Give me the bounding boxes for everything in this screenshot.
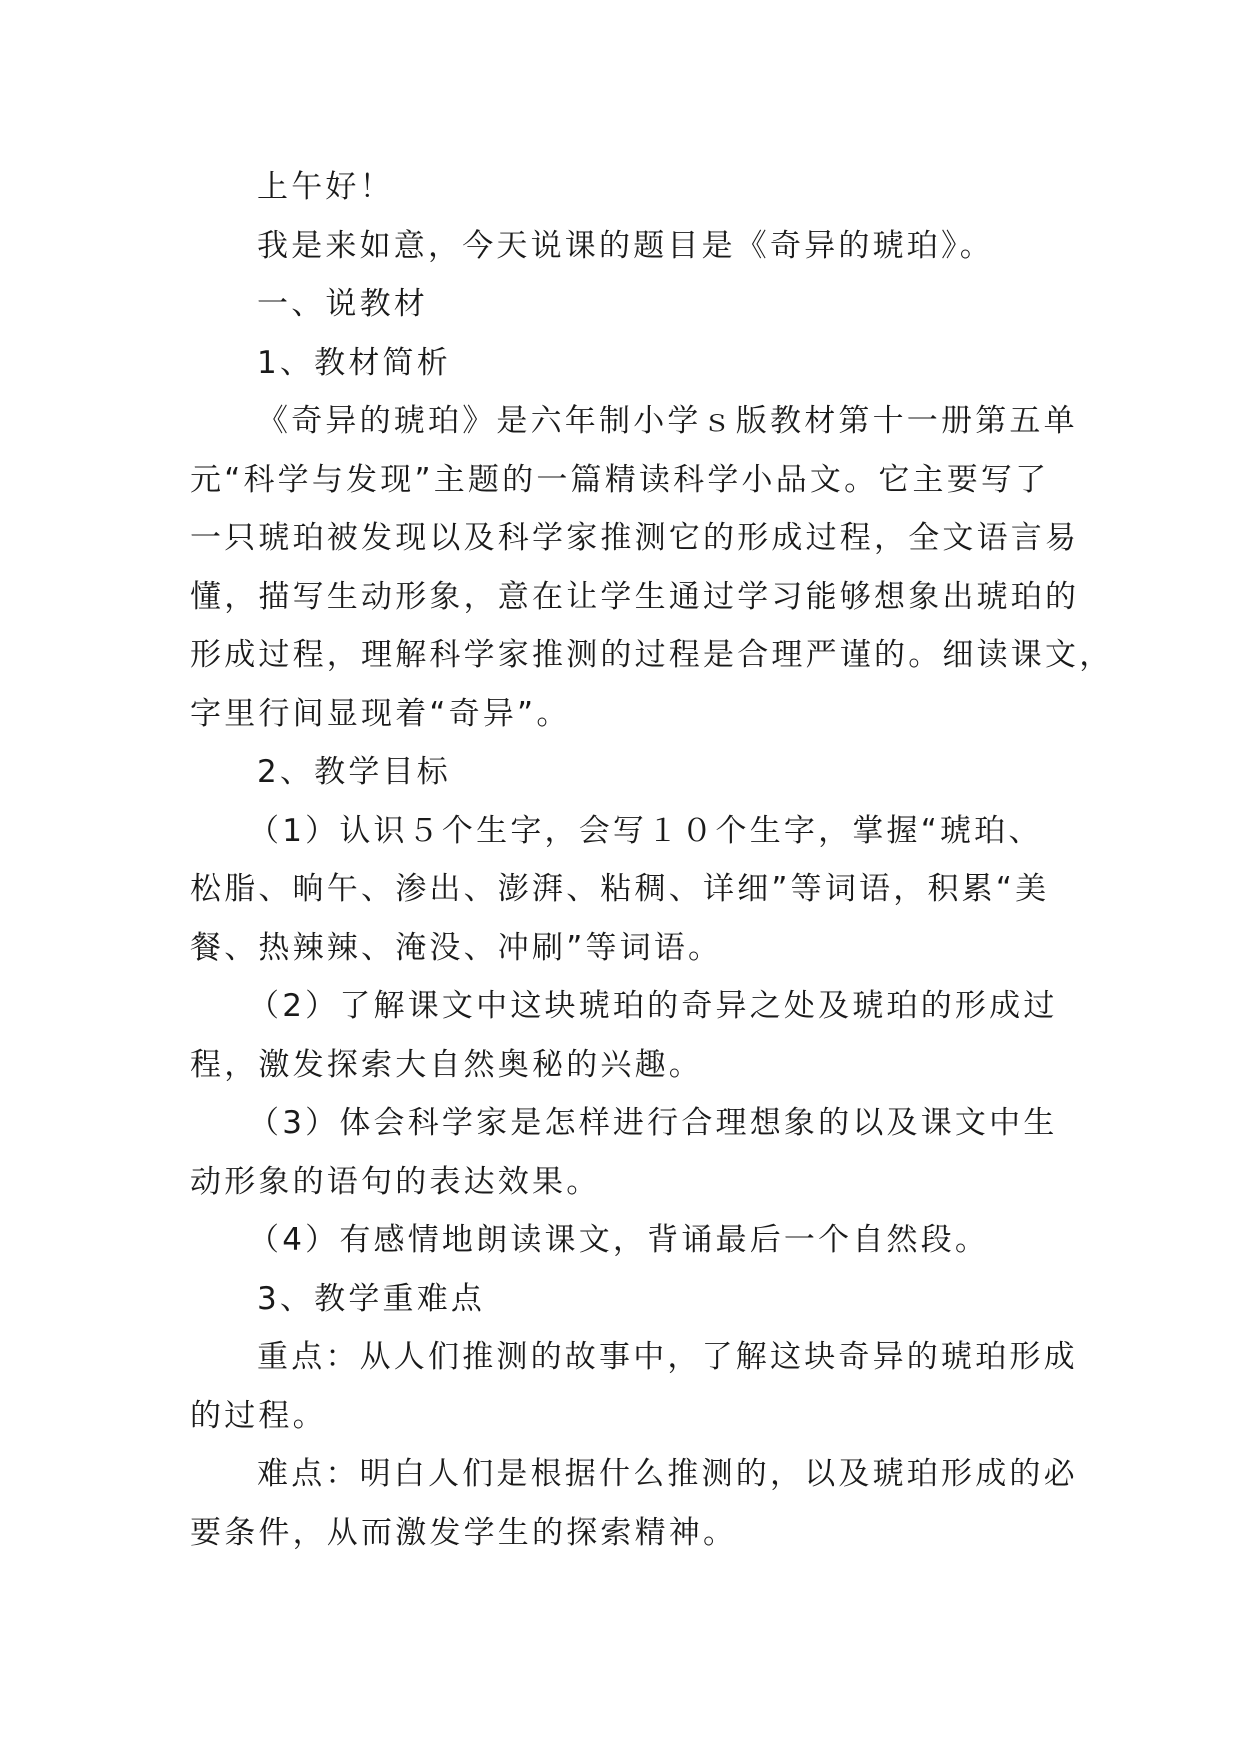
goal-line: （2）了解课文中这块琥珀的奇异之处及琥珀的形成过 bbox=[248, 988, 1058, 1024]
section-heading-text: 一、说教材 bbox=[257, 286, 428, 322]
goal-line: （3）体会科学家是怎样进行合理想象的以及课文中生 bbox=[248, 1105, 1058, 1141]
analysis-line: 一只琥珀被发现以及科学家推测它的形成过程，全文语言易 bbox=[190, 520, 1080, 556]
goal-line: 餐、热辣辣、淹没、冲刷”等词语。 bbox=[190, 929, 723, 966]
goal-2-paragraph bbox=[190, 977, 1058, 1094]
greeting-text: 上午好！ bbox=[257, 169, 394, 205]
goal-3-paragraph bbox=[190, 1094, 1058, 1211]
key-point-paragraph bbox=[190, 1328, 1078, 1445]
document-body bbox=[190, 158, 1114, 1562]
analysis-line: 懂，描写生动形象，意在让学生通过学习能够想象出琥珀的 bbox=[190, 578, 1080, 615]
difficulty-line: 难点：明白人们是根据什么推测的，以及琥珀形成的必 bbox=[257, 1456, 1078, 1492]
goal-4-paragraph bbox=[190, 1211, 1050, 1270]
analysis-line: 形成过程，理解科学家推测的过程是合理严谨的。细读课文， bbox=[190, 637, 1114, 673]
goal-1-paragraph bbox=[190, 802, 1050, 978]
subheading-key-points bbox=[190, 1270, 1050, 1329]
intro-paragraph bbox=[190, 217, 1050, 276]
analysis-line: 字里行间显现着“奇异”。 bbox=[190, 695, 571, 732]
goal-line: （1）认识５个生字，会写１０个生字，掌握“琥珀、 bbox=[248, 812, 1043, 849]
analysis-line: 《奇异的琥珀》是六年制小学ｓ版教材第十一册第五单 bbox=[257, 403, 1078, 439]
difficulty-line: 要条件，从而激发学生的探索精神。 bbox=[190, 1514, 738, 1551]
subheading-text: 2、教学目标 bbox=[257, 754, 451, 790]
subheading-analysis bbox=[190, 334, 1050, 393]
greeting bbox=[190, 158, 1050, 217]
analysis-line: 元“科学与发现”主题的一篇精读科学小品文。它主要写了 bbox=[190, 461, 1050, 498]
subheading-text: 3、教学重难点 bbox=[257, 1280, 486, 1317]
section-heading-textbook bbox=[190, 275, 1050, 334]
difficulty-paragraph bbox=[190, 1445, 1078, 1562]
goal-line: 动形象的语句的表达效果。 bbox=[190, 1163, 601, 1200]
key-point-line: 重点：从人们推测的故事中，了解这块奇异的琥珀形成 bbox=[257, 1339, 1078, 1375]
analysis-paragraph bbox=[190, 392, 1114, 743]
subheading-goals bbox=[190, 743, 1050, 802]
goal-line: 松脂、晌午、渗出、澎湃、粘稠、详细”等词语，积累“美 bbox=[190, 871, 1050, 907]
goal-line: （4）有感情地朗读课文，背诵最后一个自然段。 bbox=[248, 1222, 990, 1258]
key-point-line: 的过程。 bbox=[190, 1397, 327, 1434]
intro-text: 我是来如意，今天说课的题目是《奇异的琥珀》。 bbox=[257, 227, 994, 264]
subheading-text: 1、教材简析 bbox=[257, 344, 451, 381]
goal-line: 程，激发探索大自然奥秘的兴趣。 bbox=[190, 1046, 703, 1083]
